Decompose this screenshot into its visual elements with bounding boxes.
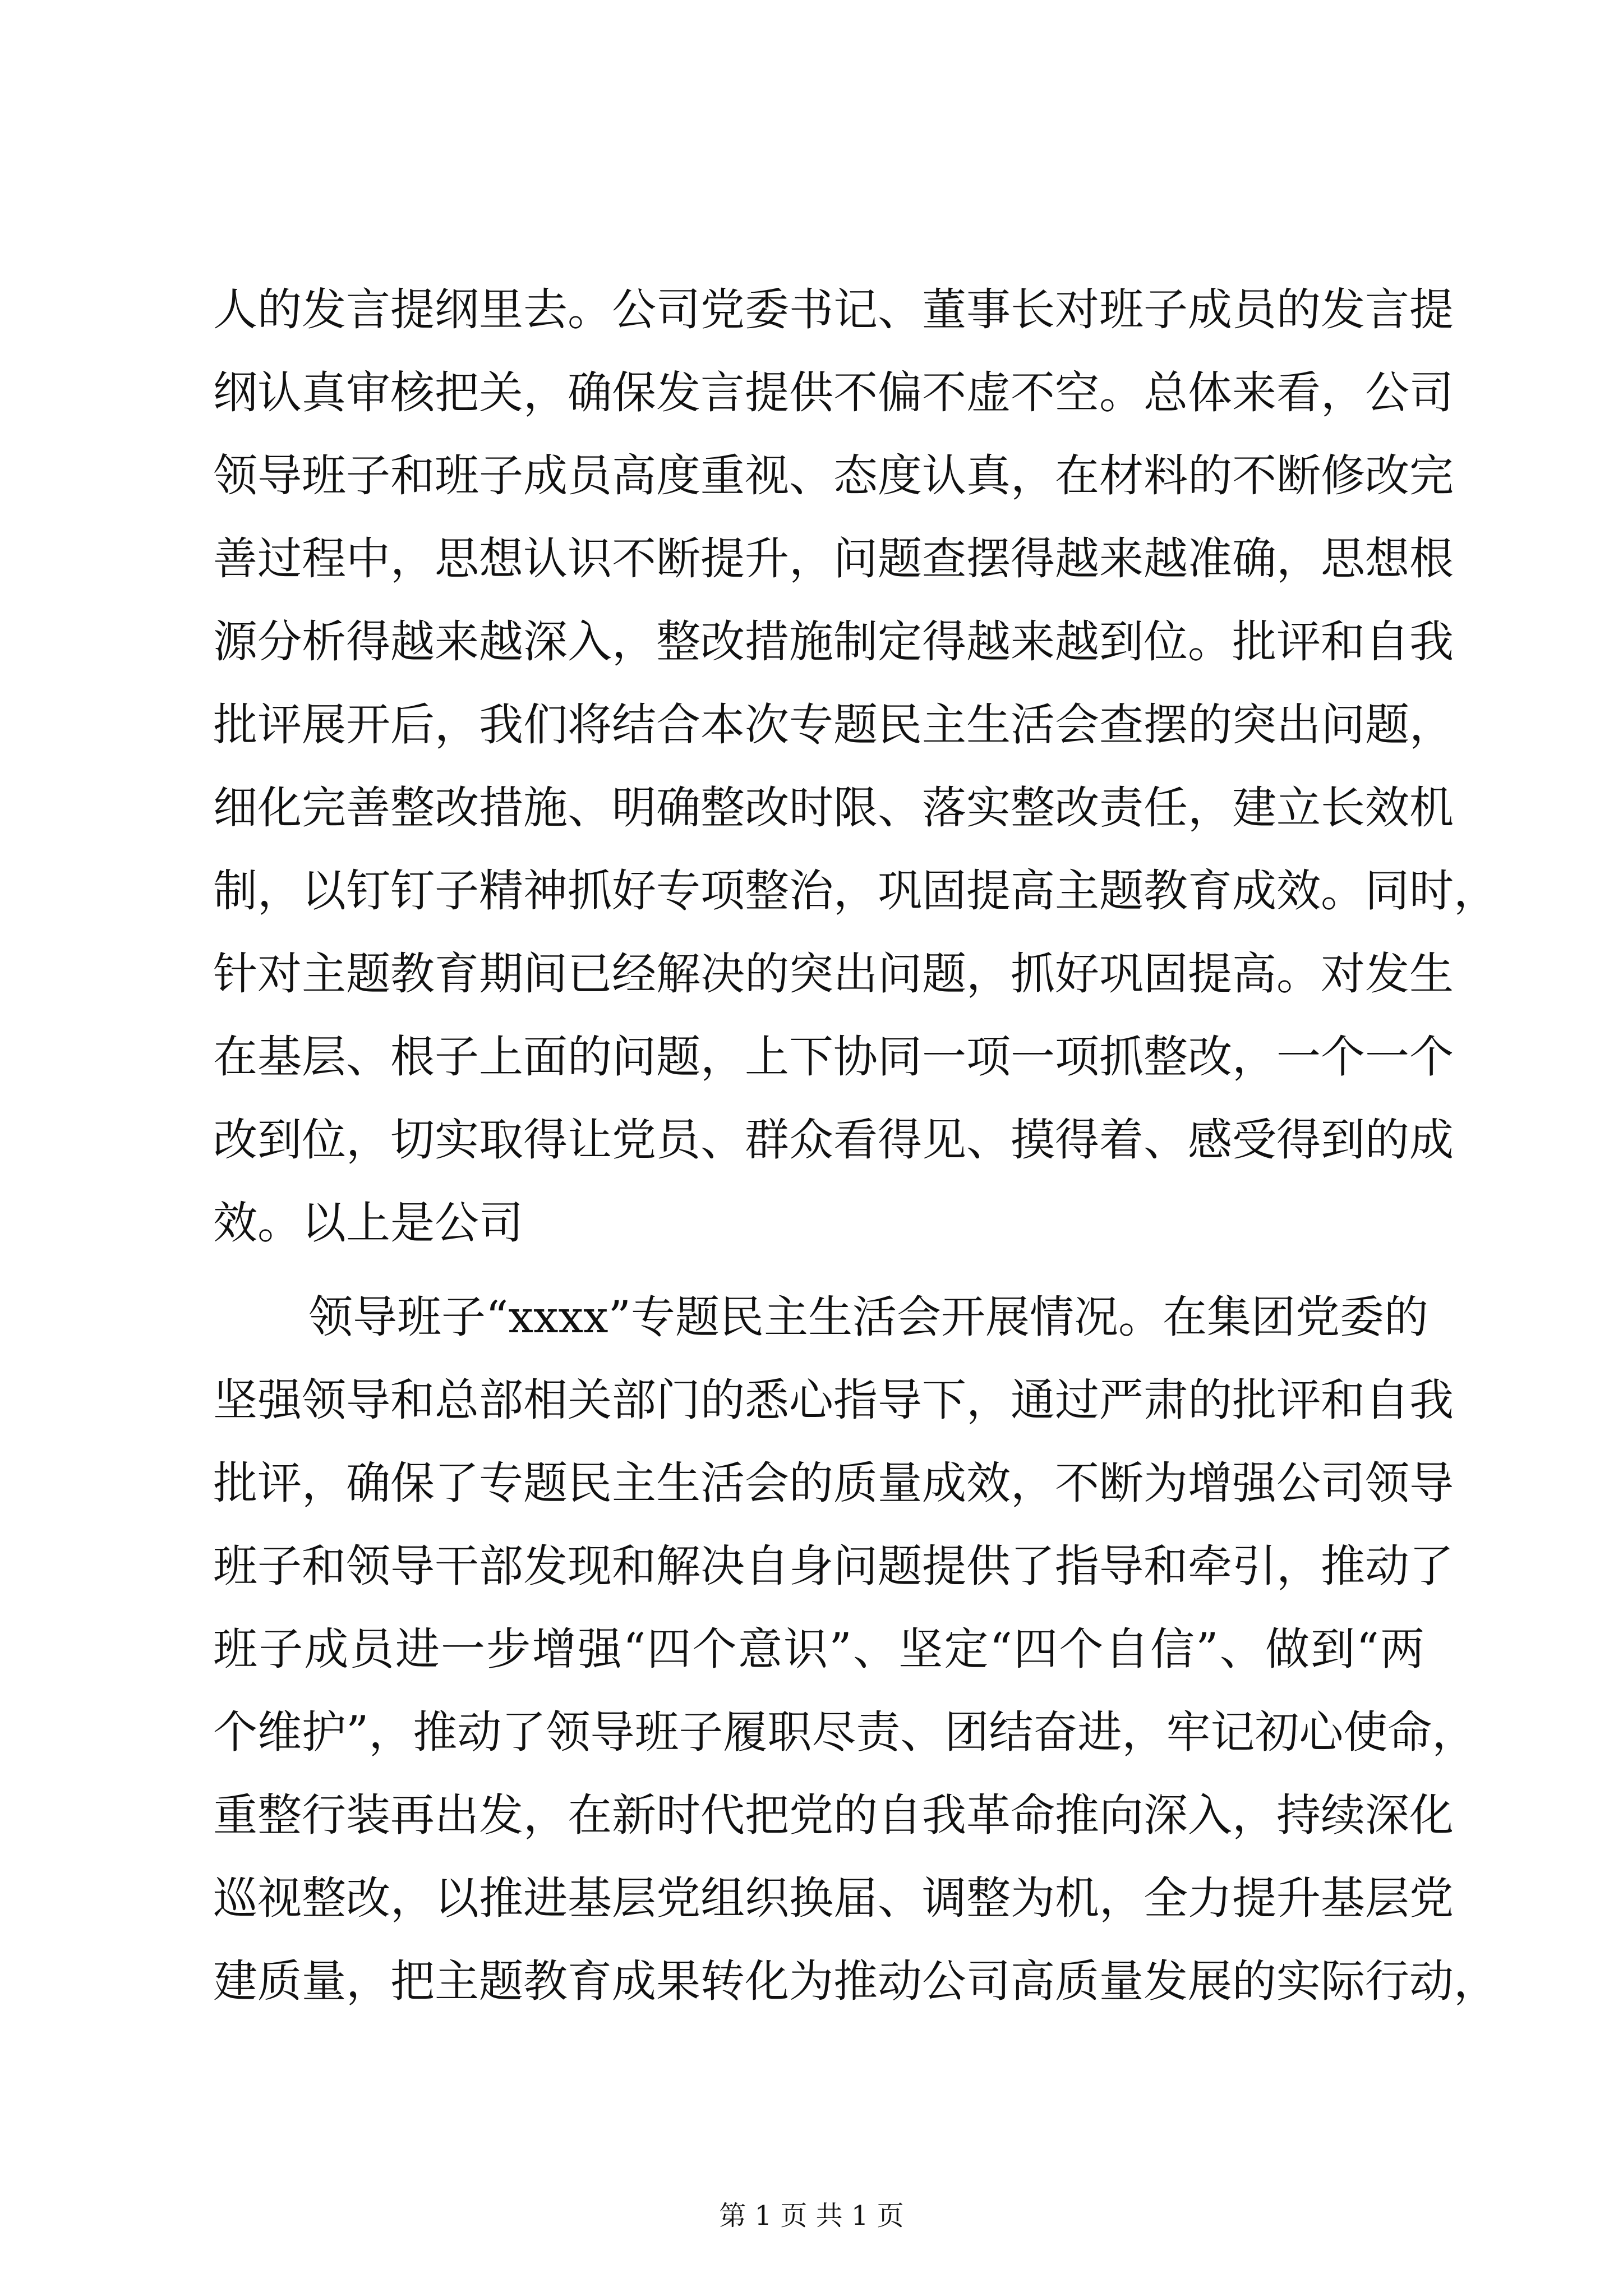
text-line: 领导班子“xxxx”专题民主生活会开展情况。在集团党委的: [308, 1291, 1428, 1343]
document-body: [213, 268, 1498, 2023]
page-number: 第 1 页 共 1 页: [719, 2200, 904, 2231]
text-line: 纲认真审核把关，确保发言提供不偏不虚不空。总体来看，公司: [213, 367, 1454, 418]
text-line: 制，以钉钉子精神抓好专项整治，巩固提高主题教育成效。同时，: [213, 865, 1498, 917]
paragraph-2: [213, 1276, 1498, 2023]
text-line: 源分析得越来越深入，整改措施制定得越来越到位。批评和自我: [213, 616, 1454, 668]
text-line: 人的发言提纲里去。公司党委书记、董事长对班子成员的发言提: [213, 284, 1454, 335]
paragraph-spacer: [213, 1264, 1424, 1276]
text-line: 班子成员进一步增强“四个意识”、坚定“四个自信”、做到“两: [213, 1623, 1424, 1675]
text-line: 批评展开后，我们将结合本次专题民主生活会查摆的突出问题，: [213, 699, 1454, 751]
text-line: 善过程中，思想认识不断提升，问题查摆得越来越准确，思想根: [213, 533, 1454, 585]
text-line: 在基层、根子上面的问题，上下协同一项一项抓整改，一个一个: [213, 1031, 1454, 1083]
text-line: 针对主题教育期间已经解决的突出问题，抓好巩固提高。对发生: [213, 948, 1454, 1000]
page-footer: [0, 2199, 1623, 2233]
text-line: 重整行装再出发，在新时代把党的自我革命推向深入，持续深化: [213, 1789, 1454, 1841]
text-line: 班子和领导干部发现和解决自身问题提供了指导和牵引，推动了: [213, 1540, 1454, 1592]
text-line: 效。以上是公司: [213, 1197, 523, 1249]
text-line: 改到位，切实取得让党员、群众看得见、摸得着、感受得到的成: [213, 1114, 1454, 1166]
text-line: 领导班子和班子成员高度重视、态度认真，在材料的不断修改完: [213, 450, 1454, 501]
text-line: 坚强领导和总部相关部门的悉心指导下，通过严肃的批评和自我: [213, 1374, 1454, 1426]
paragraph-1: [213, 268, 1498, 1264]
text-line: 巡视整改，以推进基层党组织换届、调整为机，全力提升基层党: [213, 1872, 1454, 1924]
text-line: 细化完善整改措施、明确整改时限、落实整改责任，建立长效机: [213, 782, 1454, 834]
text-line: 建质量，把主题教育成果转化为推动公司高质量发展的实际行动，: [213, 1955, 1498, 2007]
text-line: 批评，确保了专题民主生活会的质量成效，不断为增强公司领导: [213, 1457, 1454, 1509]
text-line: 个维护”，推动了领导班子履职尽责、团结奋进，牢记初心使命，: [213, 1706, 1477, 1758]
